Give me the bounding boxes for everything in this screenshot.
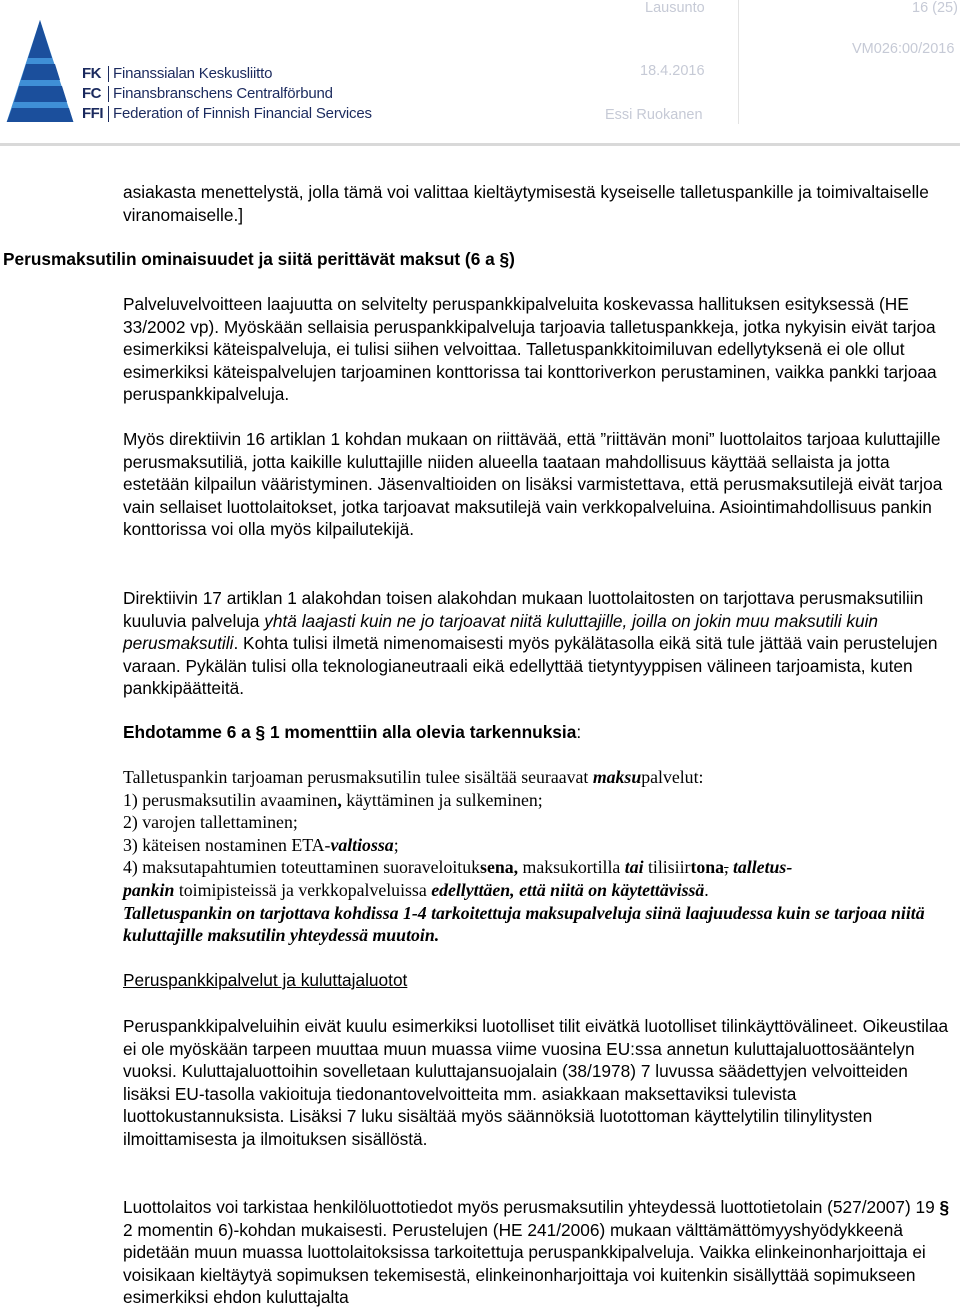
org-line-ffi: FFI Federation of Finnish Financial Services [82, 105, 372, 122]
section-heading-consumer-credit: Peruspankkipalvelut ja kuluttajaluotot [123, 970, 408, 990]
law-line-7: Talletuspankin on tarjottava kohdissa 1-4 tarkoitettuja maksupalveluja siinä laajuudessa kuin se tarjoaa niitä kuluttajille maksutilin yhteydessä muutoin. [123, 902, 925, 946]
paragraph-continuation: asiakasta menettelystä, jolla tämä voi valittaa kieltäytymisestä kyseiselle talletuspankille ja toimivaltaiselle viranomaiselle.] [123, 182, 929, 225]
law-line-3: 2) varojen tallettaminen; [123, 812, 298, 833]
proposed-law-text [123, 766, 955, 947]
law-line-4: 3) käteisen nostaminen ETA-valtiossa; [123, 834, 399, 855]
ffi-pyramid-logo-icon [0, 18, 80, 126]
section-heading-basic-account: Perusmaksutilin ominaisuudet ja siitä perittävät maksut (6 a §) [3, 249, 515, 269]
law-line-1: Talletuspankin tarjoaman perusmaksutilin tulee sisältää seuraavat maksupalvelut: [123, 767, 704, 787]
org-line-fc: FC Finansbranschens Centralförbund [82, 85, 333, 102]
doc-reference: VM026:00/2016 [852, 41, 955, 57]
org-line-fk: FK Finanssialan Keskusliitto [82, 65, 273, 82]
paragraph-consumer-credit: Peruspankkipalveluihin eivät kuulu esimerkiksi luotolliset tilit eivätkä luotolliset tilinkäyttövälineet. Oikeustilaa ei ole myöskään tarpeen muuttaa muun muassa viime vuosina EU:ssa annetun kuluttajaluottosääntelyn vuoksi. Kuluttajaluottoihin sovelletaan kuluttajansuojalain (38/1978) 7 luvussa säädettyjen velvoitteiden lisäksi EU-tasolla vakioituja tiedonantovelvoitteita mm. asiakkaan maksettaviksi tulevista luottokustannuksista. Lisäksi 7 luku sisältää myös säännöksiä luotottoman käyttelytilin tilinylitysten ilmoittamisesta ja ilmoituksen sisällöstä. [123, 1016, 949, 1149]
law-line-6: pankin toimipisteissä ja verkkopalveluissa edellyttäen, että niitä on käytettävissä. [123, 879, 709, 900]
law-line-5: 4) maksutapahtumien toteuttaminen suoraveloituksena, maksukortilla tai tilisiirtona, talletus- [123, 857, 793, 878]
page-header [0, 0, 960, 148]
paragraph-credit-information: Luottolaitos voi tarkistaa henkilöluottotiedot myös perusmaksutilin yhteydessä luottotietolain (527/2007) 19 § 2 momentin 6)-kohdan mukaisesti. Perustelujen (HE 241/2006) mukaan välttämättömyyshyödykkeenä pidetään muun muassa luottolaitoksissa tarkoitettuja peruspankkipalveluja. Vaikka elinkeinonharjoittaja ei voisikaan kieltäytyä sopimuksen tekemisestä, elinkeinonharjoittaja voi kuitenkin sisällyttää sopimukseen esimerkiksi ehdon kuluttajalta [123, 1197, 950, 1308]
header-divider [738, 0, 739, 124]
doc-type: Lausunto [645, 0, 705, 16]
header-rule [0, 143, 960, 146]
doc-author: Essi Ruokanen [605, 107, 703, 123]
paragraph-directive-16: Myös direktiivin 16 artiklan 1 kohdan mukaan on riittävää, että ”riittävän moni” luottolaitos tarjoaa kuluttajille perusmaksutiliä, jotta kaikille kuluttajille niiden alueella taataan mahdollisuus käyttää sellaista ja jotta estetään kilpailun vääristyminen. Jäsenvaltioiden on lisäksi varmistettava, että perusmaksutilejä eivät tarjoa vain sellaiset luottolaitokset, jotka tarjoavat maksutilejä vain verkkopalveluina. Asiointimahdollisuus pankin konttorissa voi olla myös kilpailutekijä. [123, 429, 943, 540]
page-number: 16 (25) [912, 0, 958, 16]
paragraph-service-obligation: Palveluvelvoitteen laajuutta on selvitelty peruspankkipalveluita koskevassa hallituksen esityksessä (HE 33/2002 vp). Myöskään sellaisia peruspankkipalveluja tarjoavia talletuspankkeja, jotka nykyisin eivät tarjoa esimerkiksi käteispalveluja, ei tulisi siihen velvoittaa. Talletuspankkitoimiluvan edellytyksenä ei ole ollut esimerkiksi käteispalvelujen tarjoaminen konttorissa tai konttoriverkon perustaminen, vaikka pankki tarjoaa peruspankkipalveluja. [123, 294, 937, 405]
org-name-block [82, 64, 372, 124]
proposal-heading: Ehdotamme 6 a § 1 momenttiin alla olevia tarkennuksia: [123, 722, 582, 742]
doc-date: 18.4.2016 [640, 63, 705, 79]
law-line-2: 1) perusmaksutilin avaaminen, käyttäminen ja sulkeminen; [123, 789, 543, 810]
paragraph-directive-17: Direktiivin 17 artiklan 1 alakohdan toisen alakohdan mukaan luottolaitosten on tarjottava perusmaksutiliin kuuluvia palveluja yhtä laajasti kuin ne jo tarjoavat niitä kuluttajille, joilla on jokin muu maksutili kuin perusmaksutili. Kohta tulisi ilmetä nimenomaisesti myös pykälätasolla eikä sitä tule jättää vain perustelujen varaan. Pykälän tulisi olla teknologianeutraali eikä edellyttää tietyntyyppisen välineen tarjoamista, kuten pankkipäätteitä. [123, 588, 938, 699]
